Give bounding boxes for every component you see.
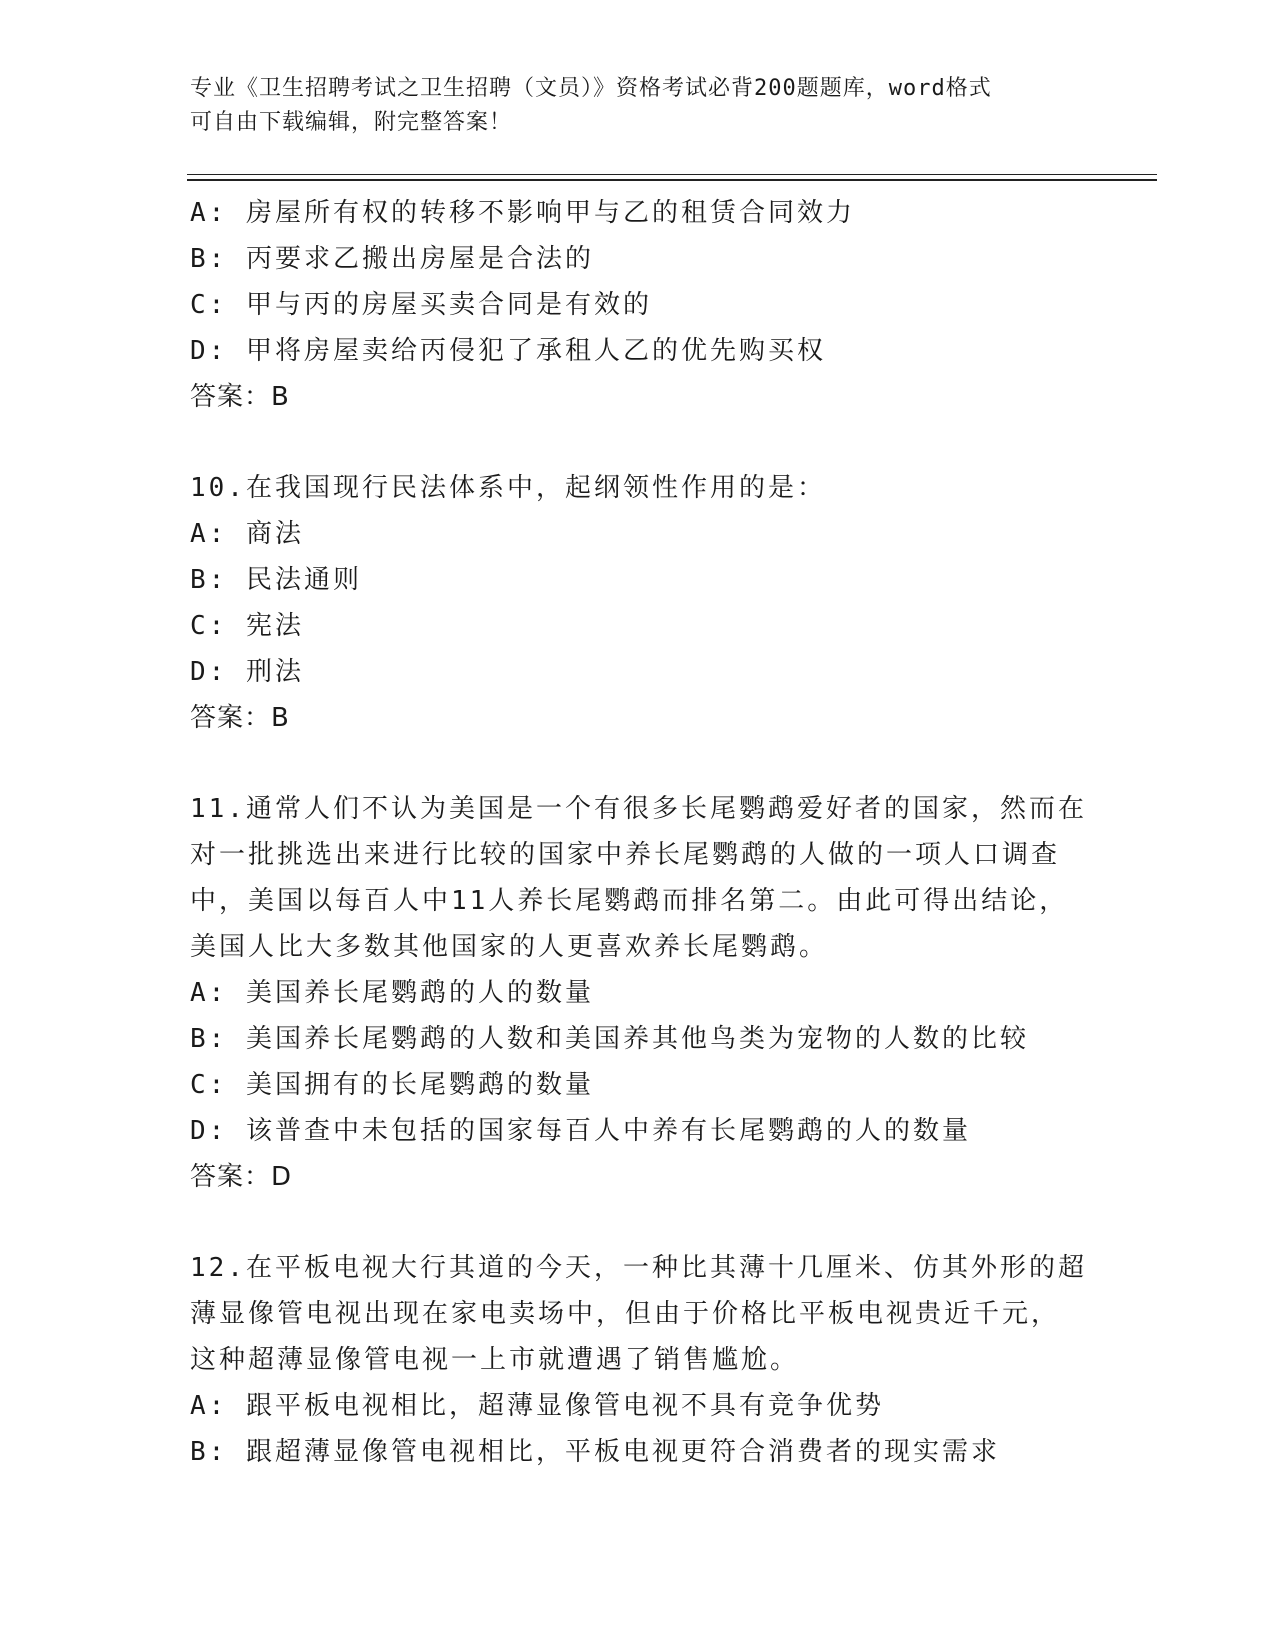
answer: 答案：B — [190, 382, 290, 412]
question-stem-line-1: 11.通常人们不认为美国是一个有很多长尾鹦鹉爱好者的国家，然而在 — [190, 794, 1087, 824]
option-a: A: 跟平板电视相比，超薄显像管电视不具有竞争优势 — [190, 1391, 884, 1421]
option-b: B: 丙要求乙搬出房屋是合法的 — [190, 244, 594, 274]
question-stem-line-1: 12.在平板电视大行其道的今天，一种比其薄十几厘米、仿其外形的超 — [190, 1253, 1087, 1283]
header-title-line-1: 专业《卫生招聘考试之卫生招聘（文员）》资格考试必背200题题库，word格式 — [190, 76, 992, 101]
option-a: A: 美国养长尾鹦鹉的人的数量 — [190, 978, 594, 1008]
option-a: A: 商法 — [190, 519, 304, 549]
option-b: B: 跟超薄显像管电视相比，平板电视更符合消费者的现实需求 — [190, 1437, 1000, 1467]
option-c: C: 宪法 — [190, 611, 304, 641]
header-divider-thin — [187, 174, 1157, 175]
question-stem: 10.在我国现行民法体系中，起纲领性作用的是： — [190, 473, 826, 503]
option-d: D: 该普查中未包括的国家每百人中养有长尾鹦鹉的人的数量 — [190, 1116, 971, 1146]
answer: 答案：D — [190, 1162, 293, 1192]
question-stem-line-4: 美国人比大多数其他国家的人更喜欢养长尾鹦鹉。 — [190, 932, 829, 962]
spacer — [190, 1200, 1090, 1245]
option-b: B: 美国养长尾鹦鹉的人数和美国养其他鸟类为宠物的人数的比较 — [190, 1024, 1029, 1054]
question-9 — [190, 190, 1090, 420]
document-header — [190, 72, 1090, 140]
question-11 — [190, 786, 1090, 1200]
option-d: D: 刑法 — [190, 657, 304, 687]
answer: 答案：B — [190, 703, 290, 733]
question-list — [190, 190, 1090, 1475]
option-d: D: 甲将房屋卖给丙侵犯了承租人乙的优先购买权 — [190, 336, 826, 366]
question-stem-line-2: 薄显像管电视出现在家电卖场中，但由于价格比平板电视贵近千元， — [190, 1299, 1061, 1329]
spacer — [190, 741, 1090, 786]
header-title-line-2: 可自由下载编辑，附完整答案！ — [190, 110, 513, 135]
question-stem-line-3: 这种超薄显像管电视一上市就遭遇了销售尴尬。 — [190, 1345, 800, 1375]
question-stem-line-3: 中，美国以每百人中11人养长尾鹦鹉而排名第二。由此可得出结论， — [190, 886, 1069, 916]
option-c: C: 美国拥有的长尾鹦鹉的数量 — [190, 1070, 594, 1100]
option-c: C: 甲与丙的房屋买卖合同是有效的 — [190, 290, 652, 320]
spacer — [190, 420, 1090, 465]
question-10 — [190, 465, 1090, 741]
header-divider-thick — [187, 179, 1157, 181]
question-stem-line-2: 对一批挑选出来进行比较的国家中养长尾鹦鹉的人做的一项人口调查 — [190, 840, 1061, 870]
option-a: A: 房屋所有权的转移不影响甲与乙的租赁合同效力 — [190, 198, 855, 228]
question-12 — [190, 1245, 1090, 1475]
option-b: B: 民法通则 — [190, 565, 362, 595]
